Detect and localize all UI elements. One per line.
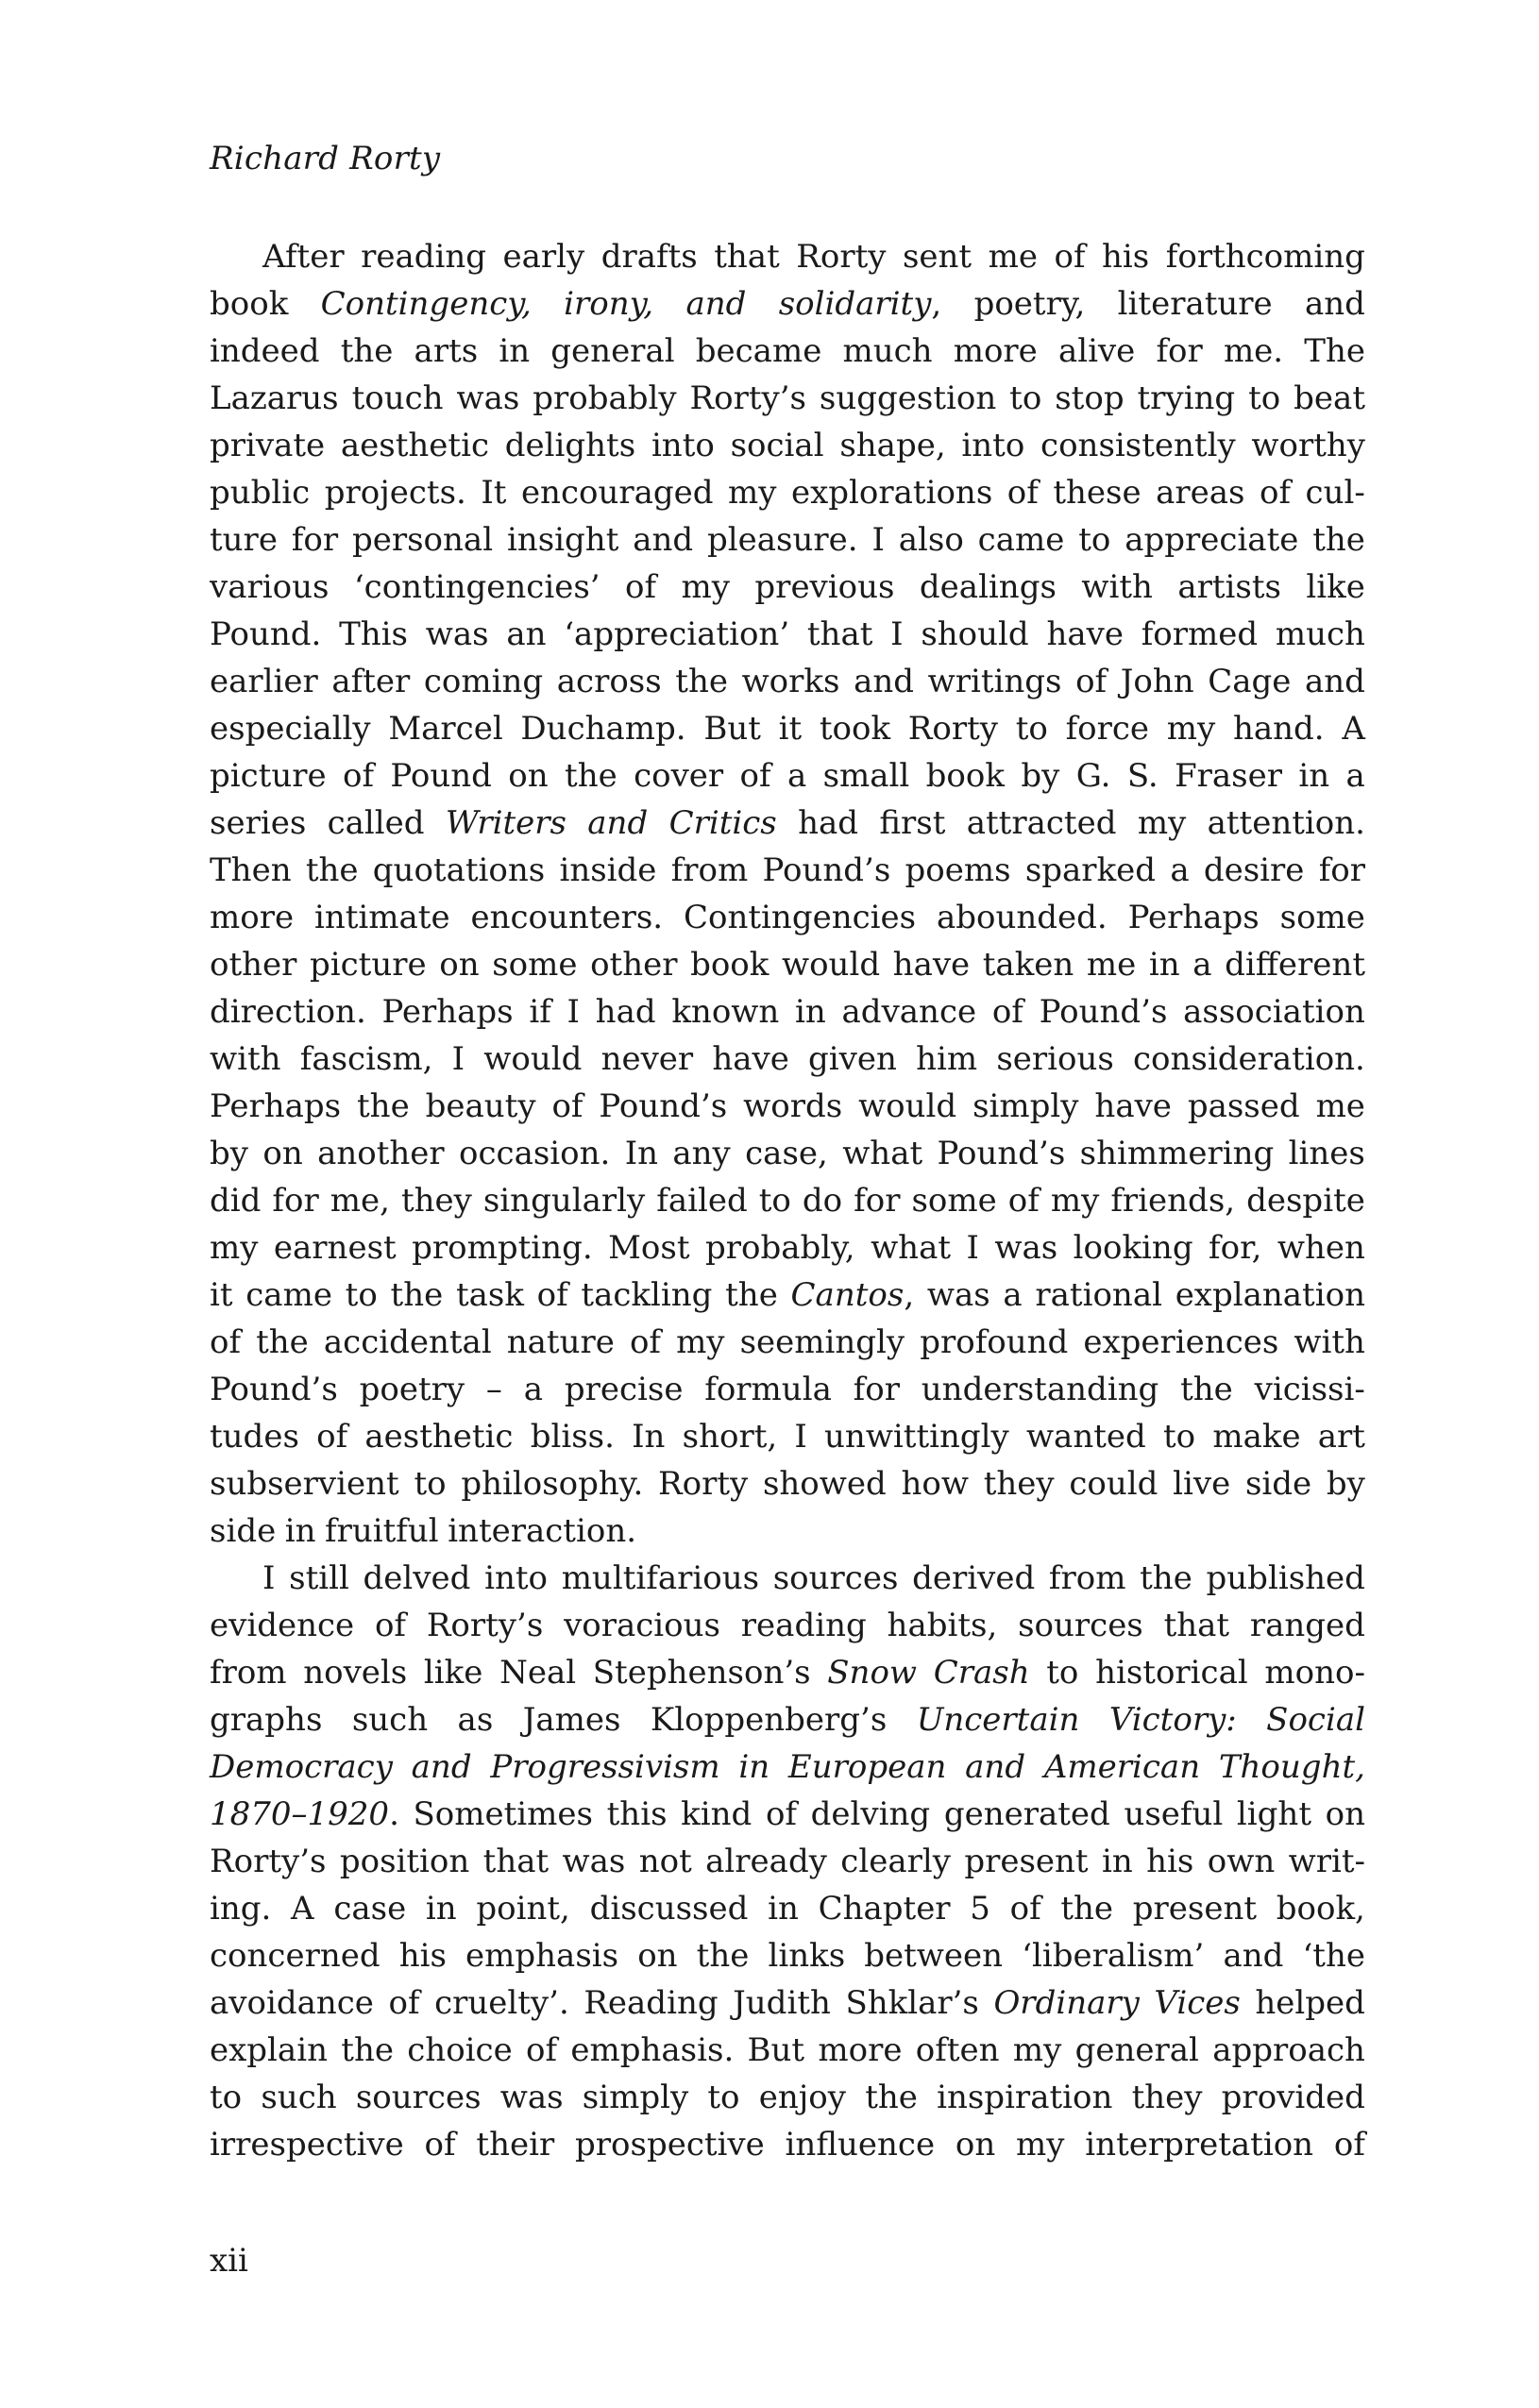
text-line: graphs such as James Kloppenberg’s Uncertain Victory: Social	[210, 1701, 1365, 1739]
text-line: Lazarus touch was probably Rorty’s suggestion to stop trying to beat	[210, 379, 1365, 417]
text-line: direction. Perhaps if I had known in advance of Pound’s association	[210, 993, 1365, 1031]
text-line: earlier after coming across the works and writings of John Cage and	[210, 663, 1365, 700]
body-text	[210, 233, 1365, 2168]
text-line: more intimate encounters. Contingencies abounded. Perhaps some	[210, 899, 1365, 936]
text-line: private aesthetic delights into social shape, into consistently worthy	[210, 427, 1365, 464]
paragraph	[210, 1555, 1365, 2168]
text-line: Pound’s poetry – a precise formula for understanding the vicissi-	[210, 1371, 1365, 1408]
text-line: from novels like Neal Stephenson’s Snow Crash to historical mono-	[210, 1654, 1365, 1692]
text-line: Rorty’s position that was not already clearly present in his own writ-	[210, 1843, 1365, 1880]
text-line: Pound. This was an ‘appreciation’ that I should have formed much	[210, 615, 1365, 653]
text-line: I still delved into multifarious sources derived from the published	[262, 1559, 1365, 1597]
text-line: various ‘contingencies’ of my previous dealings with artists like	[210, 568, 1365, 606]
text-line: After reading early drafts that Rorty sent me of his forthcoming	[262, 238, 1365, 276]
text-line: tudes of aesthetic bliss. In short, I unwittingly wanted to make art	[210, 1418, 1365, 1456]
text-line: side in fruitful interaction.	[210, 1512, 637, 1550]
text-line: irrespective of their prospective influence on my interpretation of	[210, 2126, 1365, 2164]
text-line: explain the choice of emphasis. But more often my general approach	[210, 2031, 1365, 2069]
text-line: concerned his emphasis on the links between ‘liberalism’ and ‘the	[210, 1937, 1365, 1975]
text-line: ture for personal insight and pleasure. I also came to appreciate the	[210, 521, 1365, 559]
text-line: other picture on some other book would have taken me in a different	[210, 946, 1365, 984]
running-head: Richard Rorty	[210, 140, 441, 177]
text-line: did for me, they singularly failed to do for some of my friends, despite	[210, 1182, 1365, 1220]
text-line: ing. A case in point, discussed in Chapter 5 of the present book,	[210, 1890, 1365, 1928]
text-line: public projects. It encouraged my explorations of these areas of cul-	[210, 474, 1365, 512]
text-line: avoidance of cruelty’. Reading Judith Shklar’s Ordinary Vices helped	[210, 1984, 1365, 2022]
text-line: of the accidental nature of my seemingly profound experiences with	[210, 1323, 1365, 1361]
text-line: my earnest prompting. Most probably, what I was looking for, when	[210, 1229, 1365, 1267]
text-line: indeed the arts in general became much more alive for me. The	[210, 332, 1365, 370]
paragraph	[210, 233, 1365, 1555]
text-line: series called Writers and Critics had first attracted my attention.	[210, 804, 1365, 842]
text-line: book Contingency, irony, and solidarity, poetry, literature and	[210, 285, 1365, 323]
text-line: 1870–1920. Sometimes this kind of delving generated useful light on	[210, 1795, 1365, 1833]
text-line: Democracy and Progressivism in European and American Thought,	[210, 1748, 1365, 1786]
text-line: especially Marcel Duchamp. But it took Rorty to force my hand. A	[210, 710, 1365, 748]
text-line: by on another occasion. In any case, what Pound’s shimmering lines	[210, 1135, 1365, 1172]
page-number: xii	[210, 2242, 248, 2280]
text-line: Then the quotations inside from Pound’s poems sparked a desire for	[210, 851, 1365, 889]
text-line: to such sources was simply to enjoy the inspiration they provided	[210, 2079, 1365, 2116]
text-line: picture of Pound on the cover of a small book by G. S. Fraser in a	[210, 757, 1365, 795]
text-line: it came to the task of tackling the Cantos, was a rational explanation	[210, 1276, 1365, 1314]
text-line: evidence of Rorty’s voracious reading habits, sources that ranged	[210, 1607, 1365, 1644]
text-line: Perhaps the beauty of Pound’s words would simply have passed me	[210, 1087, 1365, 1125]
text-line: subservient to philosophy. Rorty showed how they could live side by	[210, 1465, 1365, 1503]
text-line: with fascism, I would never have given him serious consideration.	[210, 1040, 1365, 1078]
